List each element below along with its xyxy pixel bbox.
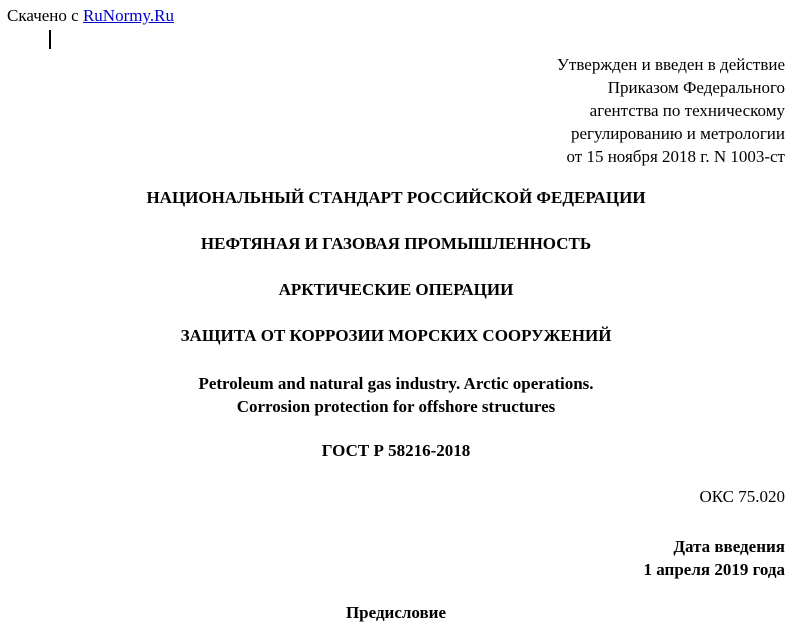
standard-designation: ГОСТ Р 58216-2018 (321, 441, 471, 460)
source-line (7, 6, 174, 26)
text-cursor (49, 30, 51, 49)
title-line-2: АРКТИЧЕСКИЕ ОПЕРАЦИИ (278, 280, 514, 299)
approval-line: Приказом Федерального (607, 78, 785, 97)
introduction-date-value: 1 апреля 2019 года (643, 560, 785, 579)
title-line-1: НЕФТЯНАЯ И ГАЗОВАЯ ПРОМЫШЛЕННОСТЬ (200, 234, 592, 253)
oks-code: ОКС 75.020 (699, 487, 785, 506)
introduction-date-label: Дата введения (673, 537, 785, 556)
approval-line: от 15 ноября 2018 г. N 1003-ст (566, 147, 785, 166)
source-prefix: Скачено с (7, 6, 79, 25)
english-title-line-1: Petroleum and natural gas industry. Arctic operations. (198, 374, 594, 393)
standard-type-heading: НАЦИОНАЛЬНЫЙ СТАНДАРТ РОССИЙСКОЙ ФЕДЕРАЦИИ (146, 188, 646, 207)
english-title (0, 372, 792, 418)
source-link[interactable]: RuNormy.Ru (82, 6, 174, 25)
approval-line: регулированию и метрологии (570, 124, 785, 143)
approval-line: Утвержден и введен в действие (556, 55, 785, 74)
introduction-date-block (644, 535, 785, 581)
approval-line: агентства по техническому (589, 101, 785, 120)
english-title-line-2: Corrosion protection for offshore structures (236, 397, 556, 416)
title-line-3: ЗАЩИТА ОТ КОРРОЗИИ МОРСКИХ СООРУЖЕНИЙ (180, 326, 612, 345)
section-heading-foreword: Предисловие (345, 603, 447, 622)
approval-block (465, 53, 785, 168)
